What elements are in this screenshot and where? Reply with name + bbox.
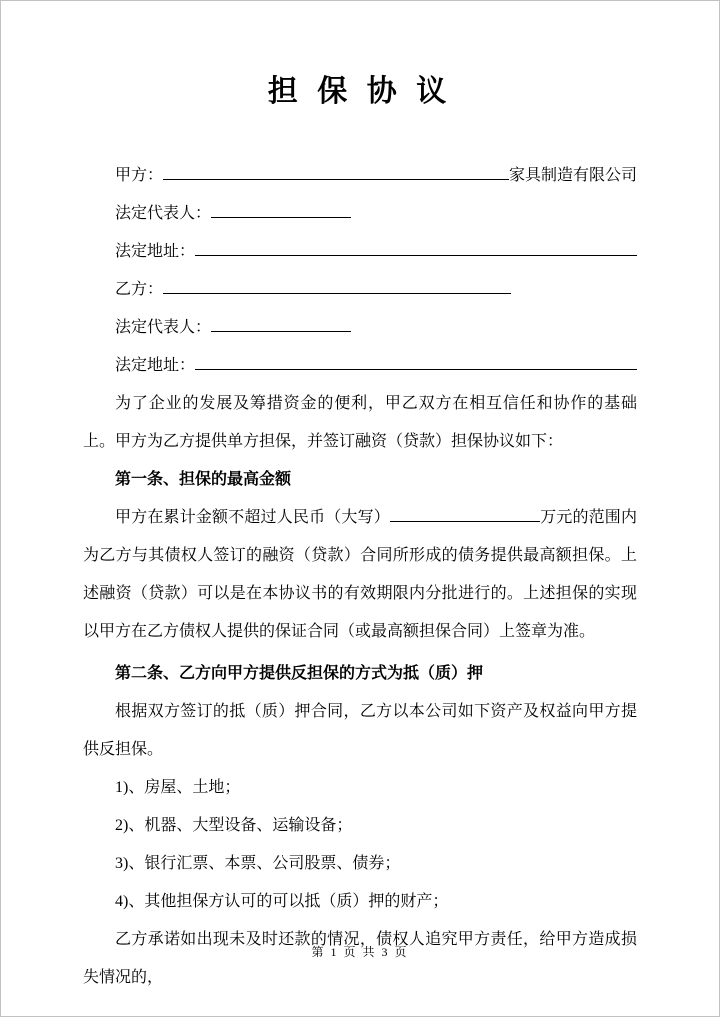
document-title: 担 保 协 议 (267, 75, 453, 108)
form-row-legal-rep-a (115, 195, 637, 233)
article1-paragraph (83, 499, 637, 651)
legal-addr-a-label: 法定地址： (115, 243, 196, 260)
party-a-company-suffix: 家具制造有限公司 (508, 167, 637, 184)
page-number-footer: 第 1 页 共 3 页 (311, 945, 409, 959)
form-row-legal-rep-b (115, 309, 637, 347)
list-item-4: 4)、其他担保方认可的可以抵（质）押的财产； (115, 893, 449, 910)
list-item-1: 1)、房屋、土地； (115, 779, 241, 796)
article1-heading: 第一条、担保的最高金额 (115, 471, 292, 488)
form-row-legal-addr-b (115, 347, 637, 385)
form-row-party-b (115, 271, 637, 309)
list-item-3: 3)、银行汇票、本票、公司股票、债券； (115, 855, 401, 872)
list-item-2: 2)、机器、大型设备、运输设备； (115, 817, 353, 834)
legal-rep-a-label: 法定代表人： (115, 205, 212, 222)
amount-blank (390, 505, 540, 522)
legal-addr-b-label: 法定地址： (115, 357, 196, 374)
intro-paragraph: 为了企业的发展及筹措资金的便利，甲乙双方在相互信任和协作的基础上。甲方为乙方提供单方担保，并签订融资（贷款）担保协议如下： (83, 395, 637, 450)
form-row-legal-addr-a (115, 233, 637, 271)
article2-heading: 第二条、乙方向甲方提供反担保的方式为抵（质）押 (115, 665, 484, 682)
legal-addr-b-blank (195, 349, 637, 370)
party-b-blank (163, 273, 511, 294)
legal-rep-b-blank (211, 311, 351, 332)
article1-text-after: 万元的范围内为乙方与其债权人签订的融资（贷款）合同所形成的债务提供最高额担保。上述融资（贷款）可以是在本协议书的有效期限内分批进行的。上述担保的实现以甲方在乙方债权人提供的保证合同（或最高额担保合同）上签章为准。 (83, 509, 637, 640)
form-row-party-a (115, 157, 637, 195)
legal-addr-a-blank (195, 235, 637, 256)
document-content (83, 157, 637, 997)
party-a-blank (163, 159, 509, 180)
party-a-label: 甲方： (115, 167, 164, 184)
party-b-label: 乙方： (115, 281, 164, 298)
article1-text-before: 甲方在累计金额不超过人民币（大写） (115, 509, 390, 526)
legal-rep-b-label: 法定代表人： (115, 319, 212, 336)
closing-paragraph: 乙方承诺如出现未及时还款的情况，债权人追究甲方责任，给甲方造成损失情况的， (83, 931, 637, 986)
article2-paragraph: 根据双方签订的抵（质）押合同，乙方以本公司如下资产及权益向甲方提供反担保。 (83, 703, 637, 758)
legal-rep-a-blank (211, 197, 351, 218)
